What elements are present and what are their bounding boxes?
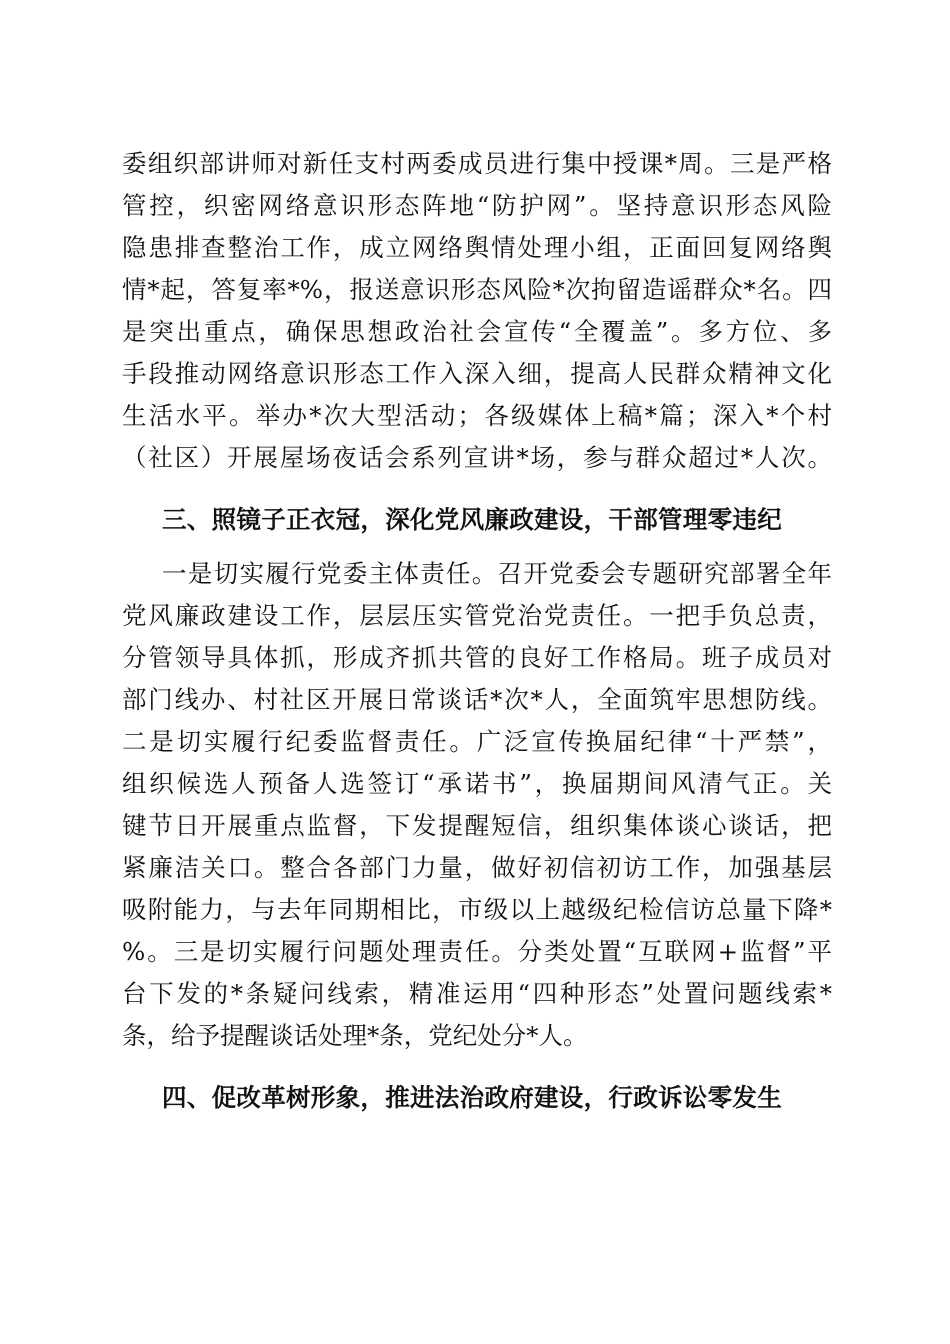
paragraph-line: 条，给予提醒谈话处理*条，党纪处分*人。: [122, 1021, 588, 1050]
paragraph-line: 台下发的*条疑问线索，精准运用“四种形态”处置问题线索*: [122, 979, 832, 1008]
paragraph-line: %。三是切实履行问题处理责任。分类处置“互联网+监督”平: [122, 937, 832, 966]
paragraph-line: 部门线办、村社区开展日常谈话*次*人，全面筑牢思想防线。: [122, 685, 832, 714]
paragraph-line: 党风廉政建设工作，层层压实管党治党责任。一把手负总责，: [122, 601, 832, 630]
section-heading-3: 三、照镜子正衣冠，深化党风廉政建设，干部管理零违纪: [162, 505, 782, 534]
paragraph-line: 管控，织密网络意识形态阵地“防护网”。坚持意识形态风险: [122, 191, 832, 220]
paragraph-line: 是突出重点，确保思想政治社会宣传“全覆盖”。多方位、多: [122, 317, 832, 346]
paragraph-line: 生活水平。举办*次大型活动；各级媒体上稿*篇；深入*个村: [122, 401, 832, 430]
paragraph-line: 紧廉洁关口。整合各部门力量，做好初信初访工作，加强基层: [122, 853, 832, 882]
paragraph-line: 二是切实履行纪委监督责任。广泛宣传换届纪律“十严禁”，: [122, 727, 832, 756]
paragraph-line: 分管领导具体抓，形成齐抓共管的良好工作格局。班子成员对: [122, 643, 832, 672]
paragraph-line: 隐患排查整治工作，成立网络舆情处理小组，正面回复网络舆: [122, 233, 832, 262]
section-heading-4: 四、促改革树形象，推进法治政府建设，行政诉讼零发生: [162, 1083, 782, 1112]
paragraph-line: 键节日开展重点监督，下发提醒短信，组织集体谈心谈话，把: [122, 811, 832, 840]
paragraph-line: 委组织部讲师对新任支村两委成员进行集中授课*周。三是严格: [122, 149, 832, 178]
paragraph-line: 一是切实履行党委主体责任。召开党委会专题研究部署全年: [162, 559, 832, 588]
paragraph-line: 组织候选人预备人选签订“承诺书”，换届期间风清气正。关: [122, 769, 832, 798]
paragraph-line: 手段推动网络意识形态工作入深入细，提高人民群众精神文化: [122, 359, 832, 388]
paragraph-line: 情*起，答复率*%，报送意识形态风险*次拘留造谣群众*名。四: [122, 275, 832, 304]
paragraph-line: 吸附能力，与去年同期相比，市级以上越级纪检信访总量下降*: [122, 895, 832, 924]
paragraph-line: （社区）开展屋场夜话会系列宣讲*场，参与群众超过*人次。: [122, 443, 832, 472]
